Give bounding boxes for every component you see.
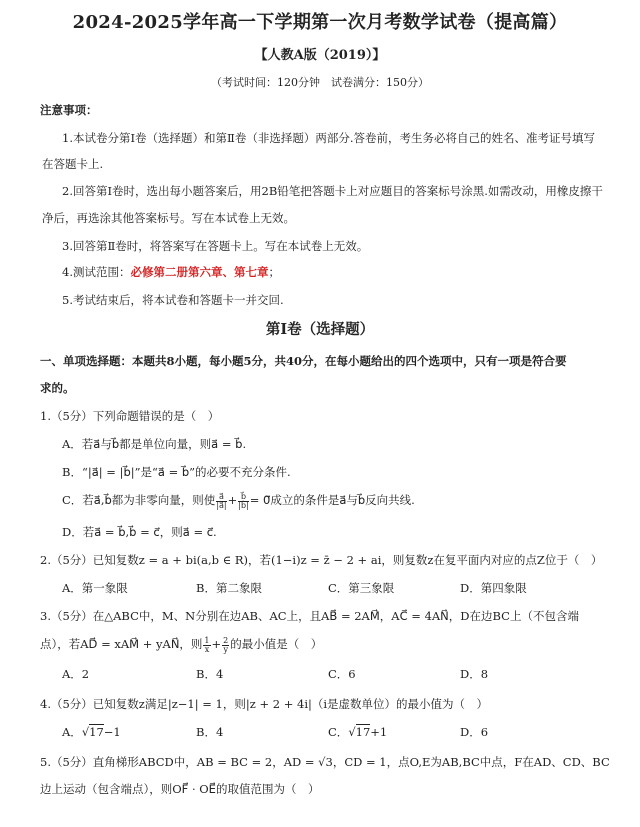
notice-item-4-prefix: 4.测试范围： [62, 265, 131, 279]
notice-item-2: 2.回答第Ⅰ卷时，选出每小题答案后，用2B铅笔把答题卡上对应题目的答案标号涂黑.如需改动，用橡皮擦干 [62, 184, 603, 198]
notice-item-4-suffix: ； [268, 265, 280, 279]
q3-option-b: B．4 [196, 667, 224, 681]
q5-stem-cont: 边上运动（包含端点），则OF⃗ · OE⃗的取值范围为（ ） [40, 782, 320, 796]
section-title: 第Ⅰ卷（选择题） [265, 321, 375, 338]
q1-option-d: D．若a⃗ = b⃗,b⃗ = c⃗，则a⃗ = c⃗. [62, 525, 217, 539]
q2-option-c: C．第三象限 [328, 581, 395, 595]
exam-meta: （考试时间：120分钟 试卷满分：150分） [211, 76, 429, 89]
notice-heading: 注意事项： [40, 103, 98, 117]
notice-item-1: 1.本试卷分第Ⅰ卷（选择题）和第Ⅱ卷（非选择题）两部分.答卷前，考生务必将自己的姓名、准考证号填写 [62, 131, 595, 145]
q2-option-b: B．第二象限 [196, 581, 262, 595]
q4-option-a-root: 17 [89, 725, 104, 739]
q1-plus: + [227, 493, 238, 507]
edition-label: 【人教A版（2019）】 [254, 48, 386, 63]
q3-fraction-2-den: y [223, 644, 228, 654]
q4-stem: 4.（5分）已知复数z满足|z−1| = 1，则|z + 2 + 4i|（i是虚数单位）的最小值为（ ） [40, 697, 489, 711]
q3-option-a: A．2 [62, 667, 90, 681]
q1-option-c-text: C．若a⃗,b⃗都为非零向量，则使 [62, 493, 216, 507]
q5-stem: 5.（5分）直角梯形ABCD中，AB = BC = 2，AD = √3，CD = 1，点O,E为AB,BC中点，F在AD、CD、BC [40, 755, 610, 769]
q4-option-a: A．√17−1 [62, 725, 121, 739]
q1-fraction-a-num: a⃗ [216, 493, 226, 502]
test-range: 必修第二册第六章、第七章 [130, 265, 269, 279]
q4-option-c-root: 17 [355, 725, 371, 739]
q4-option-c: C．√17+1 [328, 725, 388, 739]
exam-title: 2024-2025学年高一下学期第一次月考数学试卷（提高篇） [72, 12, 568, 33]
q3-fraction-2 [222, 637, 229, 654]
section-instructions: 一、单项选择题：本题共8小题，每小题5分，共40分，在每小题给出的四个选项中，只有一项是符合要 [40, 354, 567, 368]
q3-plus: + [211, 637, 222, 651]
q1-option-b: B．“|a⃗| = |b⃗|”是“a⃗ = b⃗”的必要不充分条件. [62, 465, 291, 479]
notice-item-4 [62, 264, 280, 280]
q3-fraction-2-num: 2 [223, 635, 229, 645]
q4-option-b: B．4 [196, 725, 224, 739]
q1-fraction-b-den: |b⃗| [238, 500, 249, 510]
q3-stem-cont-rest: 的最小值是（ ） [230, 637, 323, 651]
q1-option-c [62, 492, 415, 510]
notice-item-2-cont: 净后，再选涂其他答案标号。写在本试卷上无效。 [42, 211, 295, 225]
q3-stem-cont [40, 636, 322, 654]
section-instructions-cont: 求的。 [40, 381, 75, 395]
q2-option-a: A．第一象限 [62, 581, 128, 595]
q2-stem: 2.（5分）已知复数z = a + bi(a,b ∈ R)，若(1−i)z = z̄ − 2 + ai，则复数z在复平面内对应的点Z位于（ ） [40, 553, 603, 567]
q3-fraction-1-den: x [204, 644, 210, 654]
notice-item-5: 5.考试结束后，将本试卷和答题卡一并交回. [62, 293, 284, 307]
q4-option-c-prefix: C． [328, 725, 349, 739]
q4-option-a-suffix: −1 [103, 725, 121, 739]
q4-option-d: D．6 [460, 725, 489, 739]
q3-option-d: D．8 [460, 667, 489, 681]
q4-option-c-suffix: +1 [370, 725, 388, 739]
notice-item-1-cont: 在答题卡上. [42, 157, 104, 171]
q3-option-c: C．6 [328, 667, 356, 681]
q1-stem: 1.（5分）下列命题错误的是（ ） [40, 409, 220, 423]
q2-option-d: D．第四象限 [460, 581, 527, 595]
q3-stem-cont-text: 点），若AD⃗ = xAM⃗ + yAN⃗，则 [40, 637, 203, 651]
q1-fraction-b-num: b⃗ [238, 493, 248, 502]
q1-fraction-b [238, 493, 248, 510]
q3-stem: 3.（5分）在△ABC中，M、N分别在边AB、AC上，且AB⃗ = 2AM⃗，AC⃗ = 4AN⃗，D在边BC上（不包含端 [40, 609, 579, 623]
q4-option-a-prefix: A． [62, 725, 82, 739]
q1-fraction-a [216, 493, 226, 510]
q3-fraction-1 [203, 637, 210, 654]
q1-fraction-a-den: |a⃗| [216, 500, 227, 510]
q3-fraction-1-num: 1 [204, 635, 210, 645]
q1-option-c-rest: = 0⃗成立的条件是a⃗与b⃗反向共线. [249, 493, 415, 507]
q1-option-a: A．若a⃗与b⃗都是单位向量，则a⃗ = b⃗. [62, 437, 247, 451]
notice-item-3: 3.回答第Ⅱ卷时，将答案写在答题卡上。写在本试卷上无效。 [62, 239, 369, 253]
